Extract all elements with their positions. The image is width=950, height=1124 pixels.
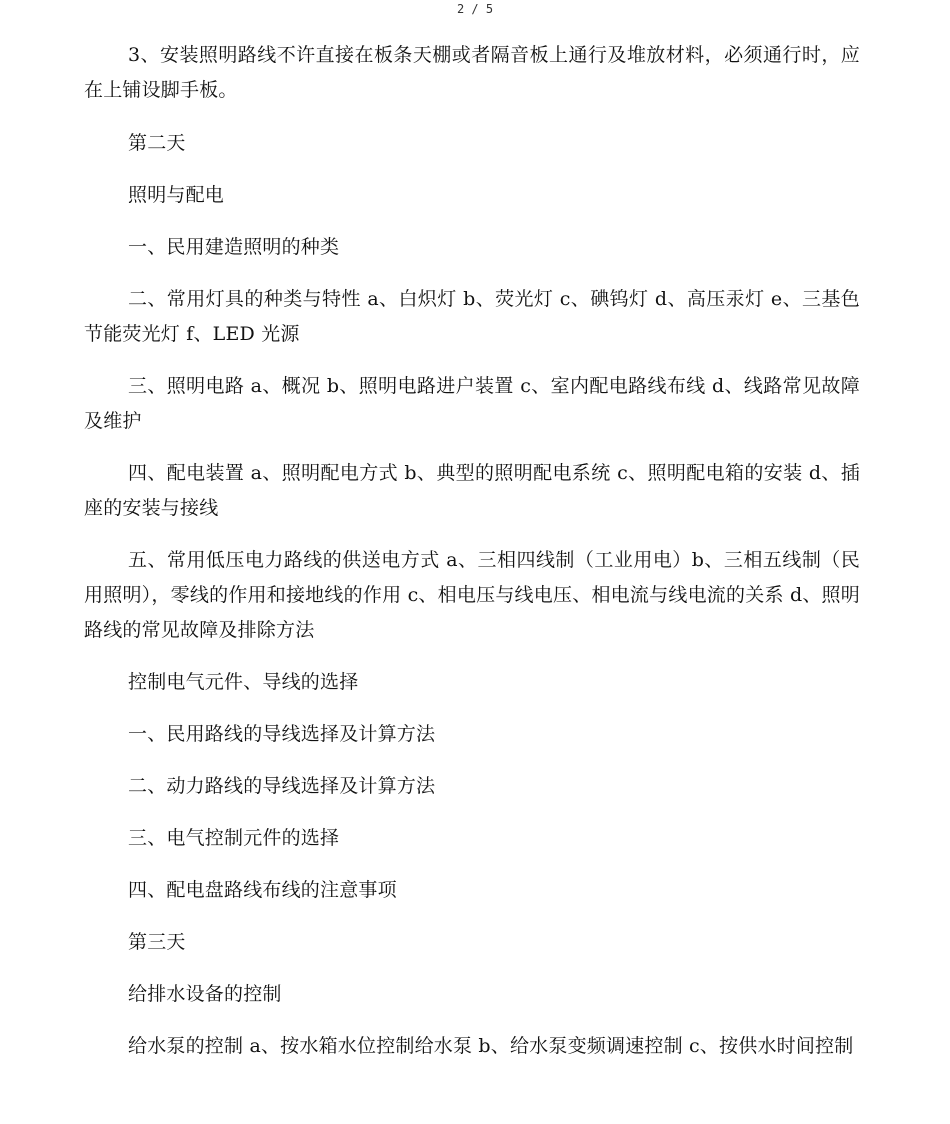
item-lamp-types: 二、常用灯具的种类与特性 a、白炽灯 b、荧光灯 c、碘钨灯 d、高压汞灯 e、三基色节能荧光灯 f、LED 光源: [84, 288, 860, 345]
item-power-supply: 五、常用低压电力路线的供送电方式 a、三相四线制（工业用电）b、三相五线制（民用照明），零线的作用和接地线的作用 c、相电压与线电压、相电流与线电流的关系 d、照明路线的常见故障及排除方法: [84, 549, 860, 641]
item-lighting-types: 一、民用建造照明的种类: [128, 236, 340, 258]
item-wiring-notes: 四、配电盘路线布线的注意事项: [128, 879, 397, 901]
item-control-component: 三、电气控制元件的选择: [128, 827, 340, 849]
item-distribution-device: 四、配电装置 a、照明配电方式 b、典型的照明配电系统 c、照明配电箱的安装 d、插座的安装与接线: [84, 462, 860, 519]
heading-lighting-distribution: 照明与配电: [128, 184, 225, 206]
page-indicator: 2 / 5: [456, 2, 494, 16]
document-body: [84, 38, 860, 1064]
heading-day-two: 第二天: [128, 132, 186, 154]
item-civil-wire-selection: 一、民用路线的导线选择及计算方法: [128, 723, 436, 745]
heading-day-three: 第三天: [128, 931, 186, 953]
paragraph-safety-note: 3、安装照明路线不许直接在板条天棚或者隔音板上通行及堆放材料，必须通行时，应在上铺设脚手板。: [84, 44, 860, 101]
heading-component-selection: 控制电气元件、导线的选择: [128, 671, 359, 693]
item-lighting-circuit: 三、照明电路 a、概况 b、照明电路进户装置 c、室内配电路线布线 d、线路常见故障及维护: [84, 375, 860, 432]
item-pump-control: 给水泵的控制 a、按水箱水位控制给水泵 b、给水泵变频调速控制 c、按供水时间控制: [128, 1035, 854, 1057]
item-power-wire-selection: 二、动力路线的导线选择及计算方法: [128, 775, 436, 797]
heading-water-equipment: 给排水设备的控制: [128, 983, 282, 1005]
